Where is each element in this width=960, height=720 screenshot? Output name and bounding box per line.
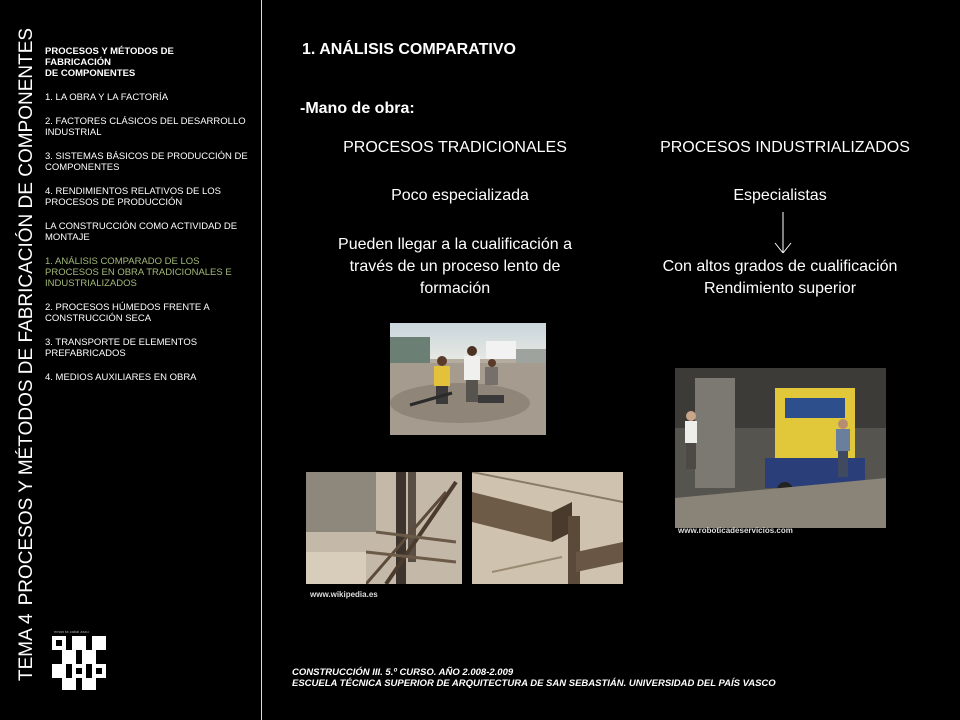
subtitle: -Mano de obra: — [300, 100, 415, 117]
traditional-point-2-line: formación — [419, 280, 491, 297]
wikipedia-credit: www.wikipedia.es — [310, 590, 378, 599]
industrial-point-1: Especialistas — [733, 187, 827, 204]
industrial-point-2-line: Rendimiento superior — [703, 280, 857, 297]
sidebar-nav — [45, 46, 255, 383]
nav-heading — [45, 46, 255, 79]
sidebar-divider — [261, 0, 262, 720]
nav-item-factores-clasicos[interactable]: 2. FACTORES CLÁSICOS DEL DESARROLLO INDUSTRIAL — [45, 116, 246, 138]
industrial-point-2 — [630, 256, 930, 300]
nav-item-obra-factoria[interactable]: 1. LA OBRA Y LA FACTORÍA — [45, 92, 169, 103]
traditional-point-1: Poco especializada — [391, 187, 529, 204]
university-logo-icon — [50, 630, 110, 692]
industrial-point-2-line: Con altos grados de cualificación — [662, 258, 898, 275]
traditional-point-2-line: Pueden llegar a la cualificación a — [338, 236, 572, 253]
nav-heading-line: PROCESOS Y MÉTODOS DE — [45, 46, 174, 57]
footer-school: ESCUELA TÉCNICA SUPERIOR DE ARQUITECTURA DE SAN SEBASTIÁN. UNIVERSIDAD DEL PAÍS VASCO — [292, 678, 776, 689]
nav-item-transporte[interactable]: 3. TRANSPORTE DE ELEMENTOS PREFABRICADOS — [45, 337, 198, 359]
rebar-corner-photo — [306, 472, 462, 584]
down-arrow-icon — [768, 210, 798, 256]
industrial-heading: PROCESOS INDUSTRIALIZADOS — [660, 139, 910, 156]
nav-item-sistemas-basicos[interactable]: 3. SISTEMAS BÁSICOS DE PRODUCCIÓN DE COMPONENTES — [45, 151, 248, 173]
vertical-title-text: PROCESOS Y MÉTODOS DE FABRICACIÓN DE COMPONENTES — [16, 27, 37, 606]
steel-formwork-photo — [472, 472, 623, 584]
nav-item-procesos-humedos[interactable]: 2. PROCESOS HÚMEDOS FRENTE A CONSTRUCCIÓN SECA — [45, 302, 210, 324]
traditional-point-2 — [300, 234, 610, 300]
nav-item-analisis-comparado[interactable]: 1. ANÁLISIS COMPARADO DE LOS PROCESOS EN OBRA TRADICIONALES E INDUSTRIALIZADOS — [45, 256, 232, 289]
vertical-title-prefix: TEMA 4 — [16, 613, 37, 681]
nav-heading-line: FABRICACIÓN — [45, 57, 111, 68]
section-title: 1. ANÁLISIS COMPARATIVO — [302, 41, 516, 58]
nav-item-rendimientos[interactable]: 4. RENDIMIENTOS RELATIVOS DE LOS PROCESOS DE PRODUCCIÓN — [45, 186, 221, 208]
nav-item-medios-auxiliares[interactable]: 4. MEDIOS AUXILIARES EN OBRA — [45, 372, 197, 383]
workers-concrete-photo — [390, 323, 546, 435]
robotica-credit: www.roboticadeservicios.com — [678, 526, 793, 535]
footer — [292, 667, 776, 689]
nav-item-construccion-montaje[interactable]: LA CONSTRUCCIÓN COMO ACTIVIDAD DE MONTAJE — [45, 221, 238, 243]
logo-caption: eman ta zabal zazu — [54, 629, 89, 634]
industrial-machine-photo — [675, 368, 886, 528]
traditional-heading: PROCESOS TRADICIONALES — [343, 139, 567, 156]
vertical-title — [0, 0, 37, 720]
traditional-point-2-line: través de un proceso lento de — [349, 258, 561, 275]
nav-heading-line: DE COMPONENTES — [45, 68, 136, 79]
footer-course: CONSTRUCCIÓN III. 5.º CURSO. AÑO 2.008-2.009 — [292, 667, 514, 678]
